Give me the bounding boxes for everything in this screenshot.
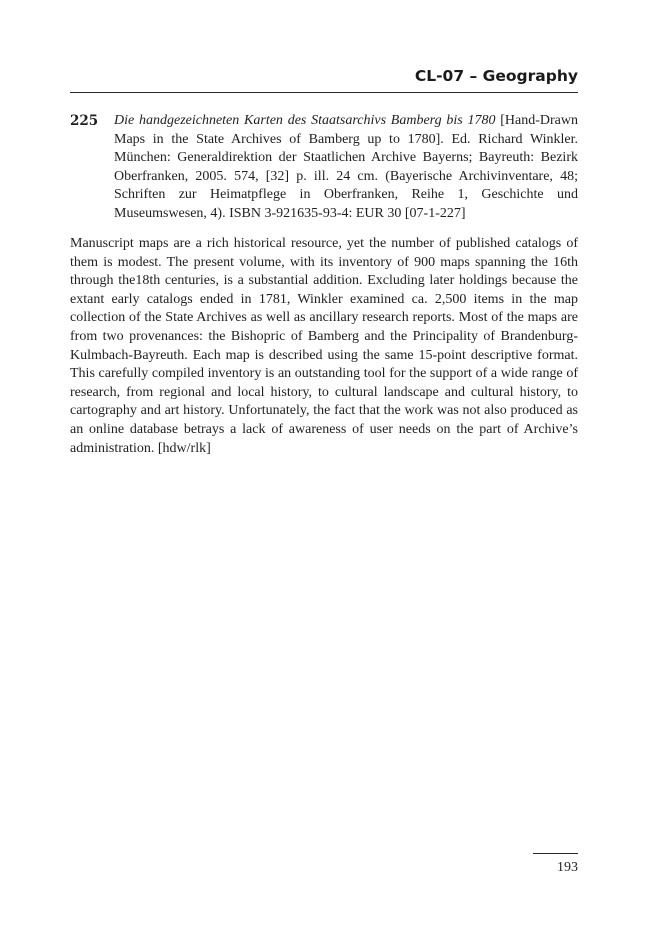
entry-citation — [114, 112, 578, 223]
footer-divider — [533, 853, 578, 854]
entry-citation-details: [Hand-Drawn Maps in the State Archives of Bamberg up to 1780]. Ed. Richard Winkler. München: Generaldirektion der Staatlichen Archive Bayerns; Bayreuth: Bezirk Oberfranken, 2005. 574, [32] p. ill. 24 cm. (Bayerische Archivinventare, 48; Schriften zur Heimatpflege in Oberfranken, Reihe 1, Geschichte und Museumswesen, 4). ISBN 3-921635-93-4: EUR 30 [07-1-227] — [114, 113, 578, 221]
page-number: 193 — [557, 860, 578, 875]
bibliography-entry — [70, 112, 578, 223]
entry-annotation: Manuscript maps are a rich historical resource, yet the number of published catalogs of them is modest. The present volume, with its inventory of 900 maps spanning the 16th through the18th centuries, is a substantial addition. Excluding later holdings because the extant early catalogs ended in 1781, Winkler examined ca. 2,500 items in the map collection of the State Archives as well as ancillary research reports. Most of the maps are from two provenances: the Bishopric of Bamberg and the Principality of Brandenburg-Kulmbach-Bayreuth. Each map is described using the same 15-point descriptive format. This carefully compiled inventory is an outstanding tool for the support of a wide range of research, from regional and local history, to cultural landscape and cultural history, to cartography and art history. Unfortunately, the fact that the work was not also produced as an online database betrays a lack of awareness of user needs on the part of Archive’s administration. [hdw/rlk] — [70, 236, 578, 456]
entry-title: Die handgezeichneten Karten des Staatsarchivs Bamberg bis 1780 — [114, 113, 496, 128]
section-title: CL-07 – Geography — [414, 67, 578, 85]
entry-number: 225 — [70, 113, 99, 129]
running-header — [70, 66, 578, 93]
